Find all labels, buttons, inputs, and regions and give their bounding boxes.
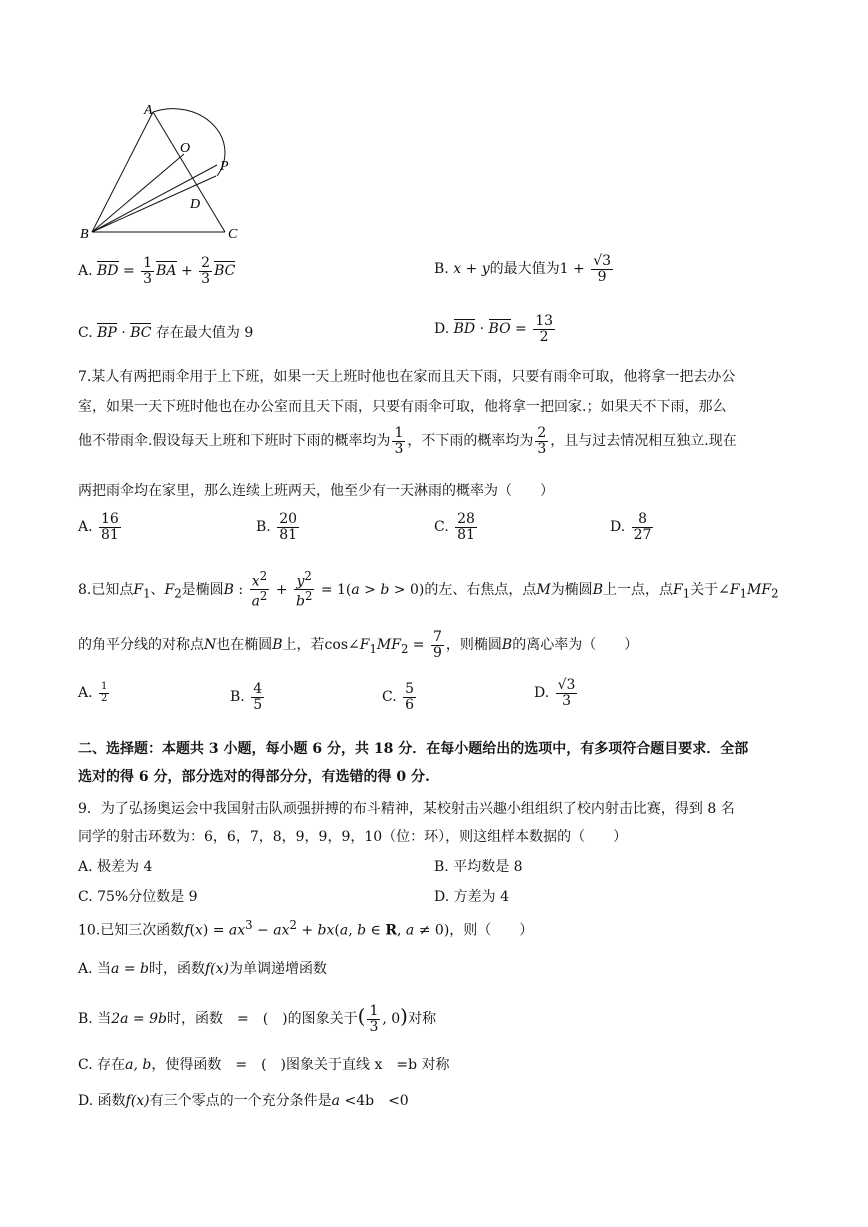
- label-p: P: [220, 159, 229, 174]
- q9-option-d: D. 方差为 4: [434, 889, 509, 905]
- q8-option-c: C. $\frac{5}{6}$: [382, 681, 415, 713]
- q9-line-2: 同学的射击环数为：6，6，7，8，9，9，9，10（位：环），则这组样本数据的（ ）: [78, 829, 628, 845]
- q7-line-1: 7.某人有两把雨伞用于上下班，如果一天上班时他也在家而且天下雨，只要有雨伞可取，他将拿一把去办公: [78, 369, 736, 385]
- q7-line-4: 两把雨伞均在家里，那么连续上班两天，他至少有一天淋雨的概率为（ ）: [78, 483, 554, 499]
- segment-ab: [92, 112, 153, 232]
- label-c: C: [228, 227, 238, 242]
- label-d: D: [190, 197, 201, 212]
- segment-bo: [92, 154, 184, 232]
- q6-option-b: B. x + y的最大值为1 + $\frac{√3}{9}$: [434, 253, 612, 285]
- q10-option-b: B. 当2a = 9b时，函数 = ( )的图象关于( $\frac{1}{3}$ , 0)对称: [78, 1003, 436, 1035]
- section2-line-2: 选对的得 6 分，部分选对的得部分分，有选错的得 0 分.: [78, 769, 430, 785]
- q7-option-b: B. $\frac{20}{81}$: [256, 511, 298, 543]
- q7-option-a: A. $\frac{16}{81}$: [78, 511, 119, 543]
- q8-line-2: 的角平分线的对称点N也在椭圆B上，若$\cos\angle F_1MF_2$ = $\frac{7}{9}$ ，则椭圆B的离心率为（ ）: [78, 629, 639, 661]
- label-b: B: [80, 227, 89, 242]
- q8-option-d: D. $\frac{√3}{3}$: [534, 677, 576, 709]
- q7-line-2: 室，如果一天下班时他也在办公室而且天下雨，只要有雨伞可取，他将拿一把回家.；如果天不下雨，那么: [78, 399, 727, 415]
- q10-option-d: D. 函数f(x)有三个零点的一个充分条件是a <4b <0: [78, 1093, 409, 1109]
- q9-line-1: 9．为了弘扬奥运会中我国射击队顽强拼搏的布斗精神，某校射击兴趣小组组织了校内射击比赛，得到 8 名: [78, 801, 735, 817]
- label-o: O: [180, 141, 191, 156]
- section2-line-1: 二、选择题：本题共 3 小题，每小题 6 分，共 18 分．在每小题给出的选项中，有多项符合题目要求．全部: [78, 741, 749, 757]
- q10-option-c: C. 存在a, b，使得函数 = ( )图象关于直线 x =b 对称: [78, 1057, 450, 1073]
- q8-option-b: B. $\frac{4}{5}$: [230, 681, 263, 713]
- q8-option-a: A. $\frac{1}{2}$: [78, 681, 108, 704]
- q9-option-a: A. 极差为 4: [78, 859, 153, 875]
- q7-option-d: D. $\frac{8}{27}$: [610, 511, 652, 543]
- segment-ac: [153, 112, 225, 232]
- q10-option-a: A. 当a = b时，函数f(x)为单调递增函数: [78, 961, 327, 977]
- q6-option-a: A. BD = $\frac{1}{3}$ BA + $\frac{2}{3}$ BC: [78, 255, 236, 287]
- q7-option-c: C. $\frac{28}{81}$: [434, 511, 475, 543]
- q10-stem: 10.已知三次函数$f(x) = ax^3 - ax^2 + bx(a$, b ∈ R, a ≠ 0)，则（ ）: [78, 918, 534, 939]
- q7-line-3: 他不带雨伞.假设每天上班和下班时下雨的概率均为 $\frac{1}{3}$ ，不下雨的概率均为 $\frac{2}{3}$ ，且与过去情况相互独立.现在: [78, 425, 737, 457]
- q6-option-d: D. BD · BO = $\frac{13}{2}$: [434, 313, 554, 345]
- q9-option-b: B. 平均数是 8: [434, 859, 523, 875]
- label-a: A: [144, 103, 153, 118]
- triangle-circle-figure: [70, 96, 270, 246]
- q6-option-c: C. BP · BC 存在最大值为 9: [78, 325, 254, 341]
- q9-option-c: C. 75%分位数是 9: [78, 889, 198, 905]
- q8-line-1: 8.已知点$F_1$、$F_2$是椭圆B : $\frac{x^2}{a^2}$ + $\frac{y^2}{b^2}$ = 1(a > b > 0)的左、右焦点，点M为椭圆B上一点，点$F_1$关于$\angle F_1MF_2$: [78, 569, 779, 610]
